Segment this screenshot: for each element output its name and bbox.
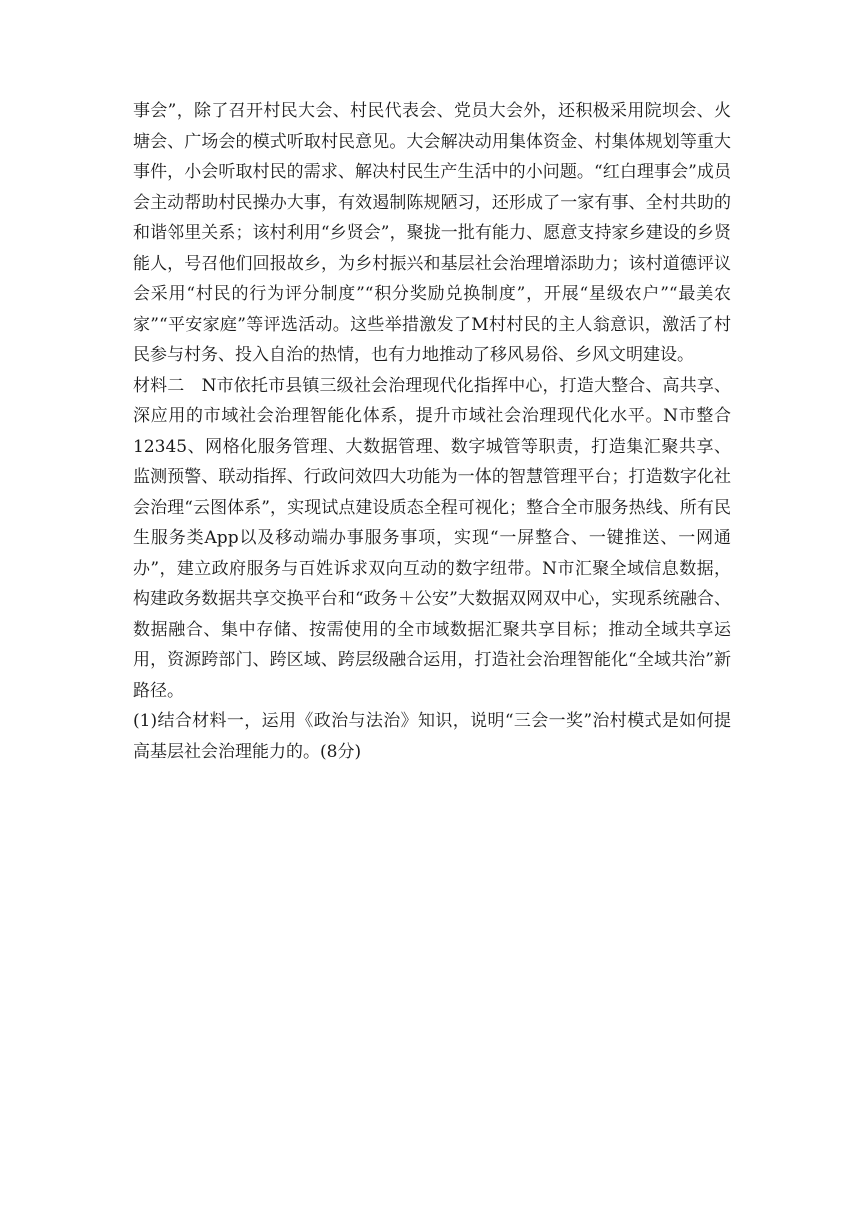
document-page bbox=[133, 96, 731, 767]
material-one-continuation: 事会”，除了召开村民大会、村民代表会、党员大会外，还积极采用院坝会、火塘会、广场会的模式听取村民意见。大会解决动用集体资金、村集体规划等重大事件，小会听取村民的需求、解决村民生产生活中的小问题。“红白理事会”成员会主动帮助村民操办大事，有效遏制陈规陋习，还形成了一家有事、全村共助的和谐邻里关系；该村利用“乡贤会”，聚拢一批有能力、愿意支持家乡建设的乡贤能人，号召他们回报故乡，为乡村振兴和基层社会治理增添助力；该村道德评议会采用“村民的行为评分制度”“积分奖励兑换制度”，开展“星级农户”“最美农家”“平安家庭”等评选活动。这些举措激发了M村村民的主人翁意识，激活了村民参与村务、投入自治的热情，也有力地推动了移风易俗、乡风文明建设。 bbox=[133, 101, 731, 365]
question-one: (1)结合材料一，运用《政治与法治》知识，说明“三会一奖”治村模式是如何提高基层社会治理能力的。(8分) bbox=[133, 711, 731, 762]
material-two-paragraph: 材料二 N市依托市县镇三级社会治理现代化指挥中心，打造大整合、高共享、深应用的市域社会治理智能化体系，提升市域社会治理现代化水平。N市整合12345、网格化服务管理、大数据管理、数字城管等职责，打造集汇聚共享、监测预警、联动指挥、行政问效四大功能为一体的智慧管理平台；打造数字化社会治理“云图体系”，实现试点建设质态全程可视化；整合全市服务热线、所有民生服务类App以及移动端办事服务事项，实现“一屏整合、一键推送、一网通办”，建立政府服务与百姓诉求双向互动的数字纽带。N市汇聚全域信息数据，构建政务数据共享交换平台和“政务＋公安”大数据双网双中心，实现系统融合、数据融合、集中存储、按需使用的全市域数据汇聚共享目标；推动全域共享运用，资源跨部门、跨区域、跨层级融合运用，打造社会治理智能化“全域共治”新路径。 bbox=[133, 375, 731, 701]
